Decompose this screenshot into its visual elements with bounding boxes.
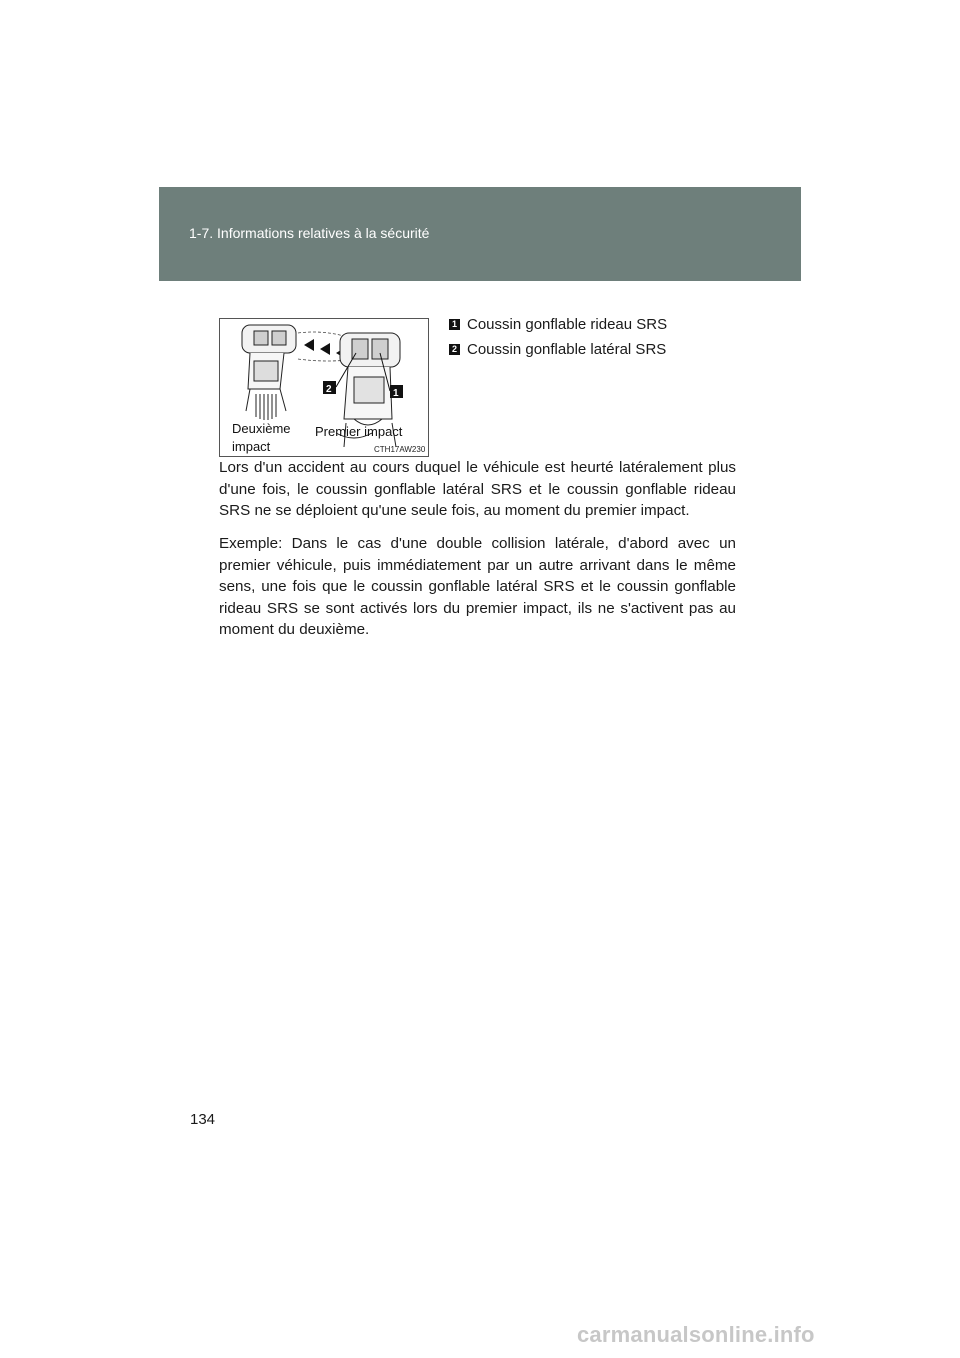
body-paragraph-1: Lors d'un accident au cours duquel le véhicule est heurté latéralement plus d'une fois, le coussin gonflable latéral SRS et le coussin gonflable rideau SRS ne se déploient qu'une seule fois, au moment du premier impact.: [219, 459, 736, 519]
second-impact-label-line2: impact: [232, 439, 271, 454]
legend-item-1: [449, 316, 749, 333]
watermark: carmanualsonline.info: [577, 1322, 815, 1347]
section-header: [159, 187, 801, 281]
body-paragraph-2: Exemple: Dans le cas d'une double collision latérale, d'abord avec un premier véhicule, puis immédiatement par un autre arrivant dans le même sens, une fois que le coussin gonflable latéral SRS et le coussin gonflable rideau SRS se sont activés lors du premier impact, ils ne s'activent pas au moment du deuxième.: [219, 535, 736, 638]
figure-code: CTH17AW230: [374, 445, 426, 454]
legend-text-1: Coussin gonflable rideau SRS: [467, 316, 668, 333]
page-number: 134: [190, 1111, 216, 1128]
second-impact-label-line1: Deuxième: [232, 421, 291, 436]
collision-illustration: [219, 318, 429, 457]
legend-number-1: 1: [449, 319, 460, 330]
legend-item-2: [449, 341, 749, 358]
legend-text-2: Coussin gonflable latéral SRS: [467, 341, 667, 358]
section-title: 1-7. Informations relatives à la sécurité: [189, 225, 430, 241]
marker-2-label: 2: [326, 384, 332, 395]
marker-1-label: 1: [393, 388, 399, 399]
legend-number-2: 2: [449, 344, 460, 355]
first-impact-label: Premier impact: [315, 424, 403, 439]
